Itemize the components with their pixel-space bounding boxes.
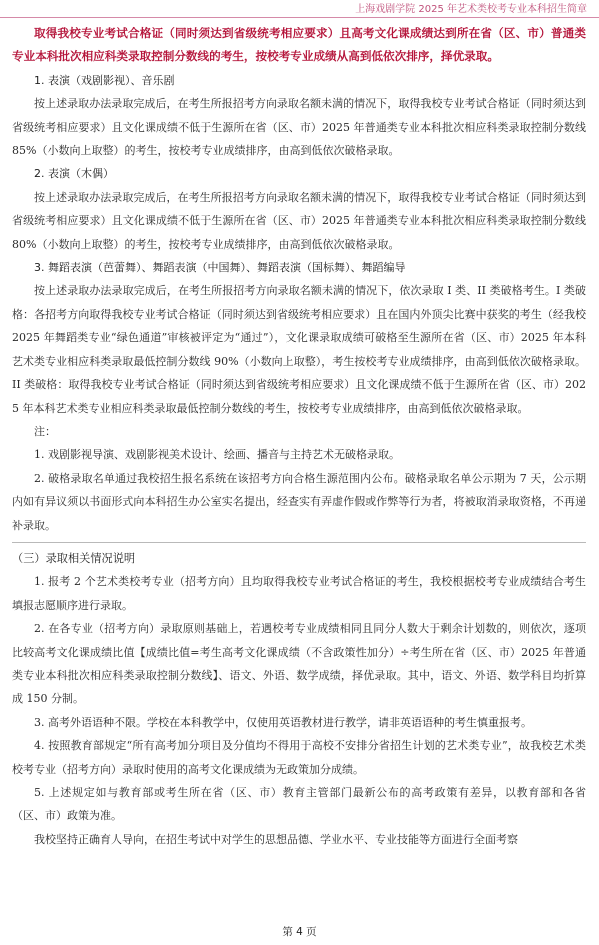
note-item: 1. 戏剧影视导演、戏剧影视美术设计、绘画、播音与主持艺术无破格录取。 <box>34 448 400 462</box>
sec1-heading: 1. 表演（戏剧影视）、音乐剧 <box>34 73 175 87</box>
section3-heading: （三）录取相关情况说明 <box>12 551 136 565</box>
section3-item: 我校坚持正确育人导向，在招生考试中对学生的思想品德、学业水平、专业技能等方面进行全面考察 <box>34 832 518 846</box>
page-footer <box>0 924 599 939</box>
section3-item: 3. 高考外语语种不限。学校在本科教学中，仅使用英语教材进行教学，请非英语语种的考生慎重报考。 <box>34 715 532 729</box>
header-title: 上海戏剧学院 2025 年艺术类校考专业本科招生简章 <box>355 4 587 15</box>
sec2-body: 按上述录取办法录取完成后，在考生所报招考方向录取名额未满的情况下，取得我校专业考试合格证（同时须达到省级统考相应要求）且文化课成绩不低于生源所在省（区、市）2025 年普通类专业本科批次相应科类录取控制分数线 80%（小数向上取整）的考生，按校考专业成绩排序，由高到低依次破格录取。 <box>12 190 586 251</box>
sec3-body: 按上述录取办法录取完成后，在考生所报招考方向录取名额未满的情况下，依次录取 I 类、II 类破格考生。I 类破格：各招考方向取得我校专业考试合格证（同时须达到省级统考相应要求）且在国内外顶尖比赛中获奖的考生（经我校 2025 年舞蹈类专业“绿色通道”审核被评定为“通过”），文化课录取成绩可破格至生源所在省（区、市）2025 年本科艺术类专业相应科类录取最低控制分数线 90%（小数向上取整），考生按校考专业成绩排序，由高到低依次破格录取。II 类破格：取得我校专业考试合格证（同时须达到省级统考相应要求）且文化课成绩不低于生源所在省（区、市）2025 年本科艺术类专业相应科类录取最低控制分数线的考生，按校考专业成绩排序，由高到低依次破格录取。 <box>12 284 586 415</box>
section3-item: 5. 上述规定如与教育部或考生所在省（区、市）教育主管部门最新公布的高考政策有差异，以教育部和各省（区、市）政策为准。 <box>12 786 586 823</box>
sec3-heading: 3. 舞蹈表演（芭蕾舞）、舞蹈表演（中国舞）、舞蹈表演（国标舞）、舞蹈编导 <box>34 261 406 275</box>
section3-item: 4. 按照教育部规定“所有高考加分项目及分值均不得用于高校不安排分省招生计划的艺术类专业”，故我校艺术类校考专业（招考方向）录取时使用的高考文化课成绩为无政策加分成绩。 <box>12 739 586 776</box>
section-divider <box>12 542 586 543</box>
page-content <box>12 22 586 851</box>
notes-label: 注： <box>34 424 56 438</box>
sec1-body: 按上述录取办法录取完成后，在考生所报招考方向录取名额未满的情况下，取得我校专业考试合格证（同时须达到省级统考相应要求）且文化课成绩不低于生源所在省（区、市）2025 年普通类专业本科批次相应科类录取控制分数线 85%（小数向上取整）的考生，按校考专业成绩排序，由高到低依次破格录取。 <box>12 97 586 158</box>
sec2-heading: 2. 表演（木偶） <box>34 167 114 181</box>
document-header <box>0 0 599 18</box>
intro-paragraph: 取得我校专业考试合格证（同时须达到省级统考相应要求）且高考文化课成绩达到所在省（区、市）普通类专业本科批次相应科类录取控制分数线的考生，按校考专业成绩从高到低依次排序，择优录取。 <box>12 26 586 64</box>
note-item: 2. 破格录取名单通过我校招生报名系统在该招考方向合格生源范围内公布。破格录取名单公示期为 7 天，公示期内如有异议须以书面形式向本科招生办公室实名提出，经查实有弄虚作假或作弊等行为者，将被取消录取资格，不再递补录取。 <box>12 471 586 532</box>
section3-item: 1. 报考 2 个艺术类校考专业（招考方向）且均取得我校专业考试合格证的考生，我校根据校考专业成绩结合考生填报志愿顺序进行录取。 <box>12 575 586 612</box>
section3-item: 2. 在各专业（招考方向）录取原则基础上，若遇校考专业成绩相同且同分人数大于剩余计划数的，则依次，逐项比较高考文化课成绩比值【成绩比值=考生高考文化课成绩（不含政策性加分）÷考生所在省（区、市）2025 年普通类专业本科批次相应科类录取控制分数线】、语文、外语、数学成绩，择优录取。其中，语文、外语、数学科目均折算成 150 分制。 <box>12 622 586 706</box>
page-number: 第 4 页 <box>282 926 317 938</box>
